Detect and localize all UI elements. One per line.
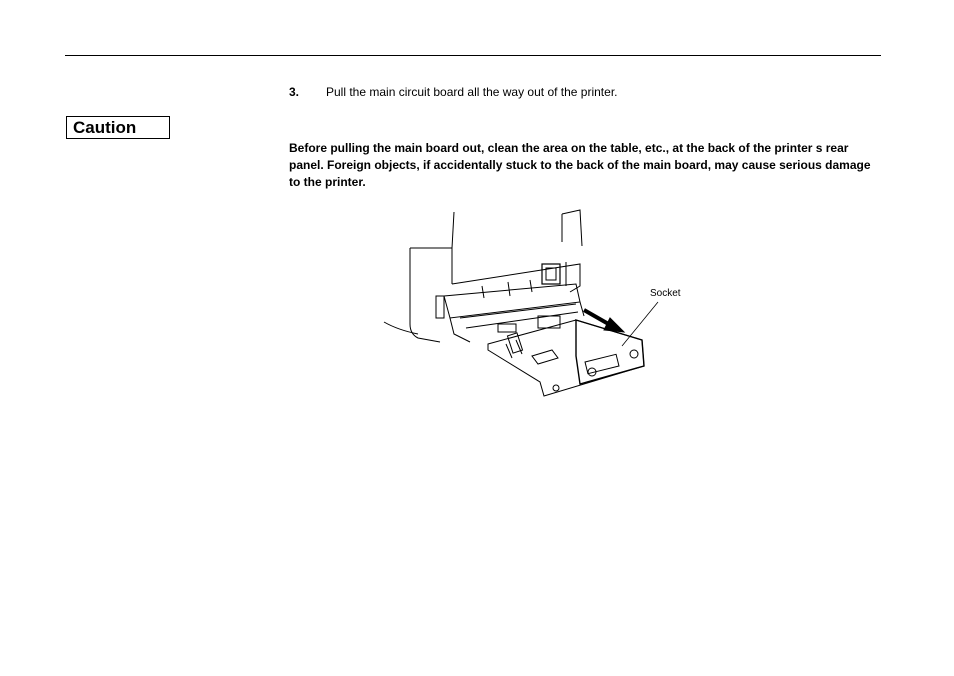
step-number: 3. <box>289 85 300 99</box>
caution-heading: Caution <box>66 116 170 139</box>
parallel-port <box>585 354 619 373</box>
printer-mainboard-illustration <box>380 206 690 406</box>
bracket-screw-right <box>630 350 638 358</box>
printer-rear-face <box>452 264 580 292</box>
socket-label: Socket <box>650 288 681 299</box>
caution-paragraph: Before pulling the main board out, clean the area on the table, etc., at the back of the printer s rear panel. Foreign objects, if accidentally stuck to the back of the main board, may cause serious damage to the printer. <box>289 141 871 189</box>
printer-left-curve <box>384 322 418 334</box>
printer-top-panel <box>452 210 582 248</box>
power-inlet <box>542 264 560 284</box>
side-switch <box>436 296 444 318</box>
step-instruction: Pull the main circuit board all the way out of the printer. <box>326 85 618 99</box>
board-connector <box>538 316 560 328</box>
board-chip <box>532 350 558 364</box>
printer-body-outline <box>410 248 452 342</box>
board-slot-opening <box>444 284 580 318</box>
header-rule <box>65 55 881 56</box>
